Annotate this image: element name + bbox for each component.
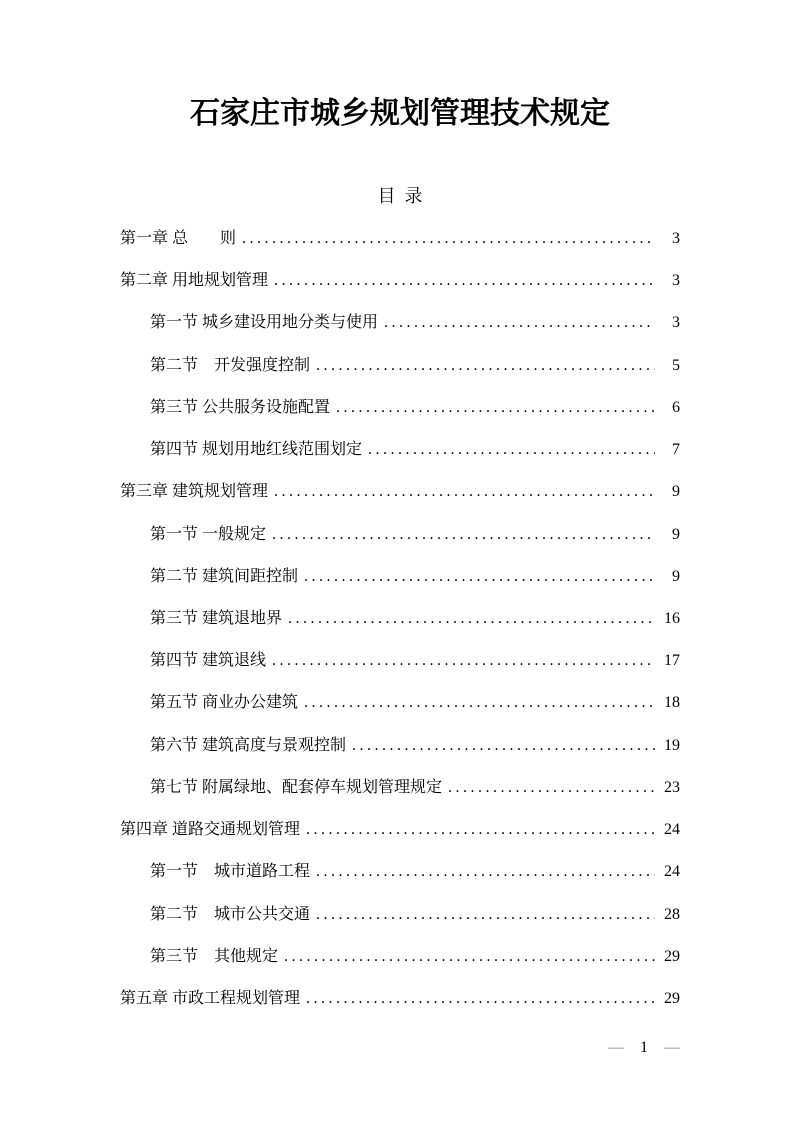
toc-entry-label: 第三节 公共服务设施配置 (150, 398, 331, 416)
toc-entry-page: 24 (664, 863, 680, 881)
toc-entry-page: 23 (664, 778, 680, 796)
toc-entry (120, 692, 680, 714)
toc-entry-page: 9 (672, 567, 680, 585)
toc-entry-label: 第一节 城乡建设用地分类与使用 (150, 314, 379, 332)
toc-entry-page: 28 (664, 905, 680, 923)
toc-entry-page: 24 (664, 821, 680, 839)
dotted-leader (288, 608, 655, 630)
toc-entry (120, 270, 680, 292)
toc-heading: 目 录 (377, 186, 423, 206)
dotted-leader (304, 566, 655, 588)
toc-entry-label: 第三节 建筑退地界 (150, 609, 283, 627)
toc-entry-label: 第一章 总 则 (120, 230, 237, 247)
toc-entry (120, 861, 680, 883)
toc-entry-label: 第二章 用地规划管理 (120, 272, 269, 290)
toc-entry (120, 439, 680, 461)
toc-entry (120, 355, 680, 377)
toc-entry-page: 9 (672, 483, 680, 501)
toc-entry (120, 819, 680, 841)
dotted-leader (368, 439, 655, 461)
document-title: 石家庄市城乡规划管理技术规定 (190, 97, 610, 130)
toc-entry-page: 29 (664, 989, 680, 1007)
toc-entry-page: 3 (672, 230, 680, 247)
toc-entry (120, 988, 680, 1010)
dotted-leader (274, 481, 655, 503)
toc-entry (120, 946, 680, 968)
footer-right-dash: — (664, 1039, 680, 1056)
toc-entry-label: 第二节 城市公共交通 (150, 905, 311, 923)
dotted-leader (316, 904, 655, 926)
dotted-leader (272, 650, 655, 672)
toc-entry-label: 第四节 规划用地红线范围划定 (150, 441, 363, 459)
toc-entry (120, 312, 680, 334)
dotted-leader (448, 777, 655, 799)
toc-entry (120, 777, 680, 799)
dotted-leader (306, 988, 655, 1010)
dotted-leader (242, 228, 655, 250)
toc-entry-label: 第四章 道路交通规划管理 (120, 821, 301, 839)
dotted-leader (352, 735, 655, 757)
dotted-leader (304, 692, 655, 714)
toc-entry-page: 3 (672, 314, 680, 332)
toc-entry (120, 650, 680, 672)
toc-entry-label: 第二节 建筑间距控制 (150, 567, 299, 585)
toc-entry (120, 228, 680, 250)
toc-entry-page: 3 (672, 272, 680, 290)
toc-entry-label: 第四节 建筑退线 (150, 652, 267, 670)
dotted-leader (316, 355, 655, 377)
toc-entry-page: 5 (672, 356, 680, 374)
toc-entry-page: 19 (664, 736, 680, 754)
dotted-leader (336, 397, 655, 419)
toc-entry (120, 608, 680, 630)
toc-entry-label: 第五章 市政工程规划管理 (120, 989, 301, 1007)
toc-entry-page: 7 (672, 441, 680, 459)
toc-entry (120, 397, 680, 419)
toc-entry-label: 第一节 一般规定 (150, 525, 267, 543)
toc-entry-page: 18 (664, 694, 680, 712)
toc-list (120, 228, 680, 1010)
dotted-leader (284, 946, 655, 968)
toc-entry-label: 第三章 建筑规划管理 (120, 483, 269, 501)
toc-entry-label: 第五节 商业办公建筑 (150, 694, 299, 712)
footer-left-dash: — (608, 1039, 624, 1056)
toc-entry-label: 第一节 城市道路工程 (150, 863, 311, 881)
dotted-leader (316, 861, 655, 883)
footer-page-number: 1 (640, 1039, 648, 1056)
toc-entry-label: 第三节 其他规定 (150, 947, 279, 965)
toc-entry-page: 16 (664, 609, 680, 627)
toc-entry (120, 735, 680, 757)
toc-entry (120, 481, 680, 503)
toc-entry-page: 17 (664, 652, 680, 670)
dotted-leader (306, 819, 655, 841)
dotted-leader (272, 524, 655, 546)
toc-entry (120, 524, 680, 546)
toc-entry (120, 904, 680, 926)
toc-entry-page: 29 (664, 947, 680, 965)
dotted-leader (384, 312, 655, 334)
toc-entry (120, 566, 680, 588)
toc-entry-page: 9 (672, 525, 680, 543)
toc-entry-label: 第二节 开发强度控制 (150, 356, 311, 374)
toc-entry-page: 6 (672, 398, 680, 416)
toc-entry-label: 第七节 附属绿地、配套停车规划管理规定 (150, 778, 443, 796)
dotted-leader (274, 270, 655, 292)
toc-entry-label: 第六节 建筑高度与景观控制 (150, 736, 347, 754)
page-number-footer (0, 1039, 680, 1057)
